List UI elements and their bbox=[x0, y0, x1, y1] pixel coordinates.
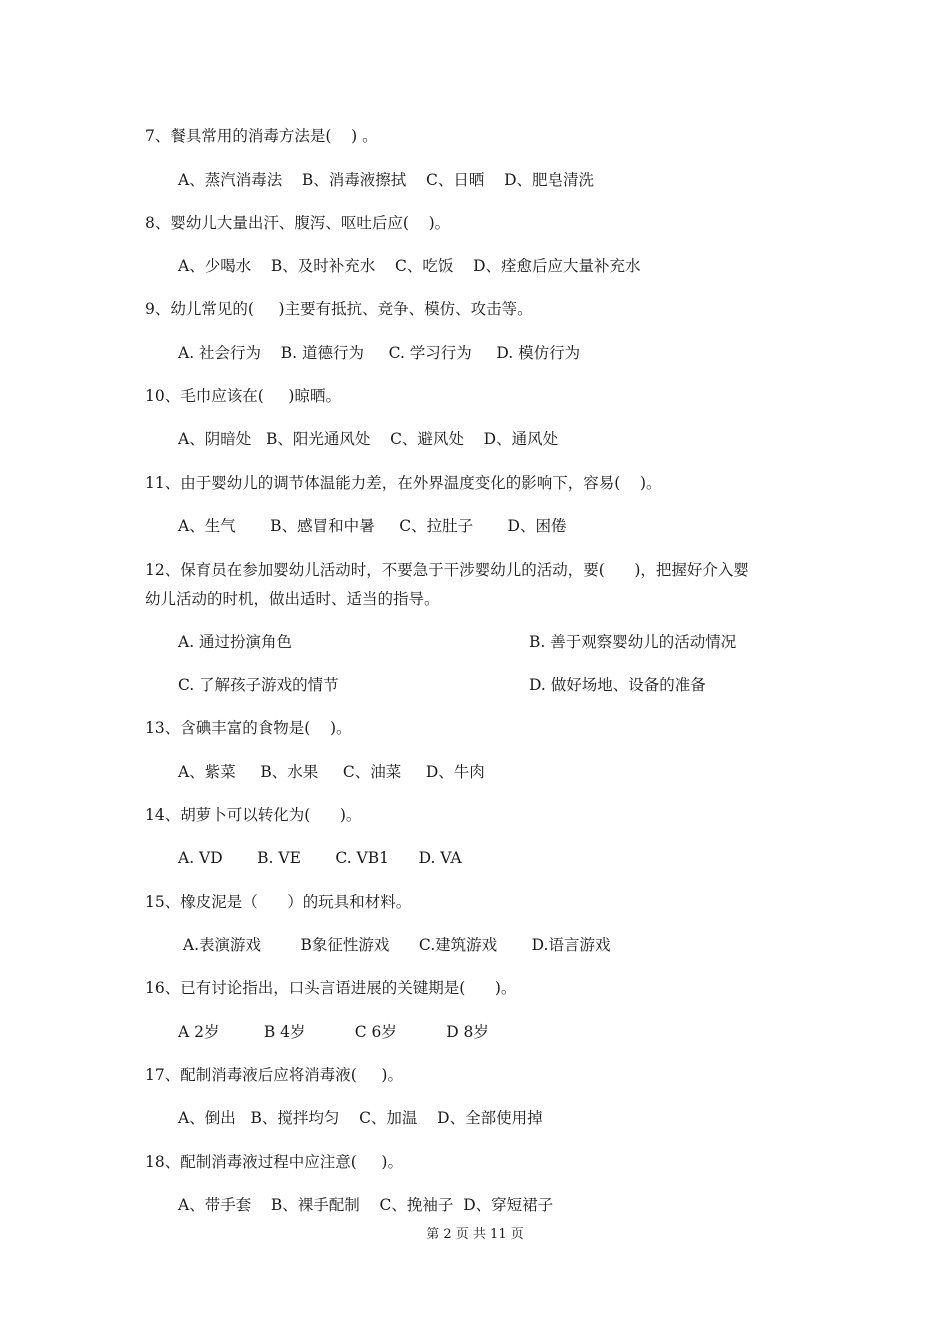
page-number-footer: 第 2 页 共 11 页 bbox=[426, 1227, 524, 1242]
question-10-options: A、阴暗处 B、阳光通风处 C、避风处 D、通风处 bbox=[178, 430, 559, 448]
question-12-line-1: 12、保育员在参加婴幼儿活动时，不要急于干涉婴幼儿的活动，要( )，把握好介入婴 bbox=[145, 561, 749, 579]
question-15-options: A.表演游戏 B象征性游戏 C.建筑游戏 D.语言游戏 bbox=[178, 936, 611, 954]
question-9-options: A. 社会行为 B. 道德行为 C. 学习行为 D. 模仿行为 bbox=[178, 344, 581, 362]
question-11: 11、由于婴幼儿的调节体温能力差，在外界温度变化的影响下，容易( )。 bbox=[145, 474, 662, 492]
question-18-options: A、带手套 B、裸手配制 C、挽袖子 D、穿短裙子 bbox=[178, 1196, 554, 1214]
question-16: 16、已有讨论指出，口头言语进展的关键期是( )。 bbox=[145, 979, 517, 997]
question-15: 15、橡皮泥是（ ）的玩具和材料。 bbox=[145, 893, 412, 911]
question-12-line-2: 幼儿活动的时机，做出适时、适当的指导。 bbox=[145, 590, 440, 608]
question-17: 17、配制消毒液后应将消毒液( )。 bbox=[145, 1066, 403, 1084]
question-13-options: A、紫菜 B、水果 C、油菜 D、牛肉 bbox=[178, 763, 485, 781]
question-8: 8、婴幼儿大量出汗、腹泻、呕吐后应( )。 bbox=[145, 214, 451, 232]
question-16-options: A 2岁 B 4岁 C 6岁 D 8岁 bbox=[178, 1023, 489, 1041]
question-12-option-b: B. 善于观察婴幼儿的活动情况 bbox=[529, 633, 737, 651]
question-11-options: A、生气 B、感冒和中暑 C、拉肚子 D、困倦 bbox=[178, 517, 567, 535]
question-7: 7、餐具常用的消毒方法是( ) 。 bbox=[145, 127, 378, 145]
question-12-option-a: A. 通过扮演角色 bbox=[178, 633, 293, 651]
question-10: 10、毛巾应该在( )晾晒。 bbox=[145, 387, 341, 405]
question-17-options: A、倒出 B、搅拌均匀 C、加温 D、全部使用掉 bbox=[178, 1109, 543, 1127]
question-13: 13、含碘丰富的食物是( )。 bbox=[145, 719, 352, 737]
question-12-option-c: C. 了解孩子游戏的情节 bbox=[178, 676, 339, 694]
question-12-option-d: D. 做好场地、设备的准备 bbox=[529, 676, 706, 694]
question-14: 14、胡萝卜可以转化为( )。 bbox=[145, 806, 362, 824]
question-7-options: A、蒸汽消毒法 B、消毒液擦拭 C、日晒 D、肥皂清洗 bbox=[178, 171, 594, 189]
question-18: 18、配制消毒液过程中应注意( )。 bbox=[145, 1153, 403, 1171]
question-14-options: A. VD B. VE C. VB1 D. VA bbox=[178, 849, 462, 867]
question-8-options: A、少喝水 B、及时补充水 C、吃饭 D、痊愈后应大量补充水 bbox=[178, 257, 641, 275]
question-9: 9、幼儿常见的( )主要有抵抗、竞争、模仿、攻击等。 bbox=[145, 300, 533, 318]
